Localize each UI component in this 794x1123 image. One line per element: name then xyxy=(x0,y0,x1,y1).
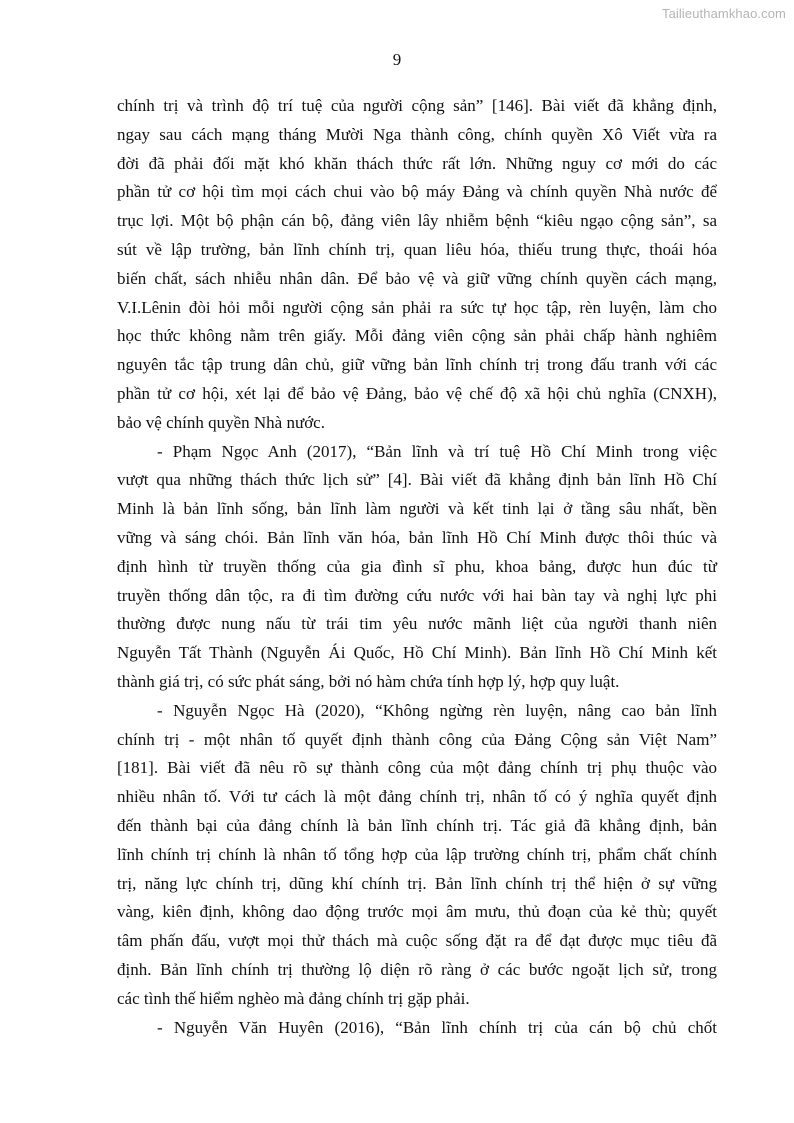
text-line: vững và sáng chói. Bản lĩnh văn hóa, bản lĩnh Hồ Chí Minh được thôi thúc và xyxy=(117,527,717,547)
text-line: trị, năng lực chính trị, dũng khí chính trị. Bản lĩnh chính trị thể hiện ở sự vững xyxy=(117,873,717,893)
text-line: đời đã phải đối mặt khó khăn thách thức rất lớn. Những nguy cơ mới do các xyxy=(117,153,717,173)
paragraph-nguyen-ngoc-ha xyxy=(117,697,717,1014)
text-line: lĩnh chính trị chính là nhân tố tổng hợp của lập trường chính trị, phẩm chất chính xyxy=(117,844,717,864)
text-line: chính trị - một nhân tố quyết định thành công của Đảng Cộng sản Việt Nam” xyxy=(117,729,717,749)
text-line: - Nguyễn Văn Huyên (2016), “Bản lĩnh chính trị của cán bộ chủ chốt xyxy=(157,1017,717,1037)
document-body xyxy=(117,92,717,1042)
text-line: - Phạm Ngọc Anh (2017), “Bản lĩnh và trí tuệ Hồ Chí Minh trong việc xyxy=(157,441,717,461)
text-line: V.I.Lênin đòi hỏi mỗi người cộng sản phải ra sức tự học tập, rèn luyện, làm cho xyxy=(117,297,717,317)
text-line: vượt qua những thách thức lịch sử” [4]. Bài viết đã khẳng định bản lĩnh Hồ Chí xyxy=(117,470,717,490)
text-line: truyền thống dân tộc, ra đi tìm đường cứu nước với hai bàn tay và nghị lực phi xyxy=(117,585,717,605)
page-number: 9 xyxy=(392,50,402,69)
text-line: sút về lập trường, bản lĩnh chính trị, quan liêu hóa, thiếu trung thực, thoái hóa xyxy=(117,239,717,259)
text-line: phần tử cơ hội tìm mọi cách chui vào bộ máy Đảng và chính quyền Nhà nước để xyxy=(117,182,717,202)
text-line: Minh là bản lĩnh sống, bản lĩnh làm người và kết tinh lại ở tầng sâu nhất, bền xyxy=(117,499,717,519)
text-line: bảo vệ chính quyền Nhà nước. xyxy=(117,412,325,432)
text-line: ngay sau cách mạng tháng Mười Nga thành công, chính quyền Xô Viết vừa ra xyxy=(117,124,717,144)
text-line: định hình từ truyền thống của gia đình sĩ phu, khoa bảng, được hun đúc từ xyxy=(117,556,717,576)
paragraph-lenin xyxy=(117,92,717,438)
text-line: các tình thế hiểm nghèo mà đảng chính trị gặp phải. xyxy=(117,988,470,1008)
paragraph-nguyen-van-huyen xyxy=(117,1014,717,1043)
text-line: [181]. Bài viết đã nêu rõ sự thành công của một đảng chính trị phụ thuộc vào xyxy=(117,758,717,778)
text-line: biến chất, sách nhiễu nhân dân. Để bảo vệ và giữ vững chính quyền cách mạng, xyxy=(117,268,717,288)
text-line: học thức không nằm trên giấy. Mỗi đảng viên cộng sản phải chấp hành nghiêm xyxy=(117,326,717,346)
text-line: phần tử cơ hội, xét lại để bảo vệ Đảng, bảo vệ chế độ xã hội chủ nghĩa (CNXH), xyxy=(117,383,717,403)
text-line: nguyên tắc tập trung dân chủ, giữ vững bản lĩnh chính trị trong đấu tranh với các xyxy=(117,355,717,375)
text-line: tâm phấn đấu, vượt mọi thử thách mà cuộc sống đặt ra để đạt được mục tiêu đã xyxy=(117,931,717,951)
text-line: thường được nung nấu từ trái tim yêu nước mãnh liệt của người thanh niên xyxy=(117,614,717,634)
text-line: thành giá trị, có sức phát sáng, bởi nó hàm chứa tính hợp lý, hợp quy luật. xyxy=(117,671,620,691)
text-line: Nguyễn Tất Thành (Nguyễn Ái Quốc, Hồ Chí Minh). Bản lĩnh Hồ Chí Minh kết xyxy=(117,643,717,663)
paragraph-pham-ngoc-anh xyxy=(117,438,717,697)
text-line: vàng, kiên định, không dao động trước mọi âm mưu, thủ đoạn của kẻ thù; quyết xyxy=(117,902,717,922)
text-line: chính trị và trình độ trí tuệ của người cộng sản” [146]. Bài viết đã khẳng định, xyxy=(117,96,717,115)
text-line: - Nguyễn Ngọc Hà (2020), “Không ngừng rèn luyện, nâng cao bản lĩnh xyxy=(157,700,717,720)
watermark: Tailieuthamkhao.com xyxy=(661,6,786,21)
text-line: nhiều nhân tố. Với tư cách là một đảng chính trị, nhân tố có ý nghĩa quyết định xyxy=(117,787,717,807)
text-line: đến thành bại của đảng chính là bản lĩnh chính trị. Tác giả đã khẳng định, bản xyxy=(117,815,717,835)
text-line: định. Bản lĩnh chính trị thường lộ diện rõ ràng ở các bước ngoặt lịch sử, trong xyxy=(117,959,717,979)
text-line: trục lợi. Một bộ phận cán bộ, đảng viên lây nhiễm bệnh “kiêu ngạo cộng sản”, sa xyxy=(117,211,717,231)
